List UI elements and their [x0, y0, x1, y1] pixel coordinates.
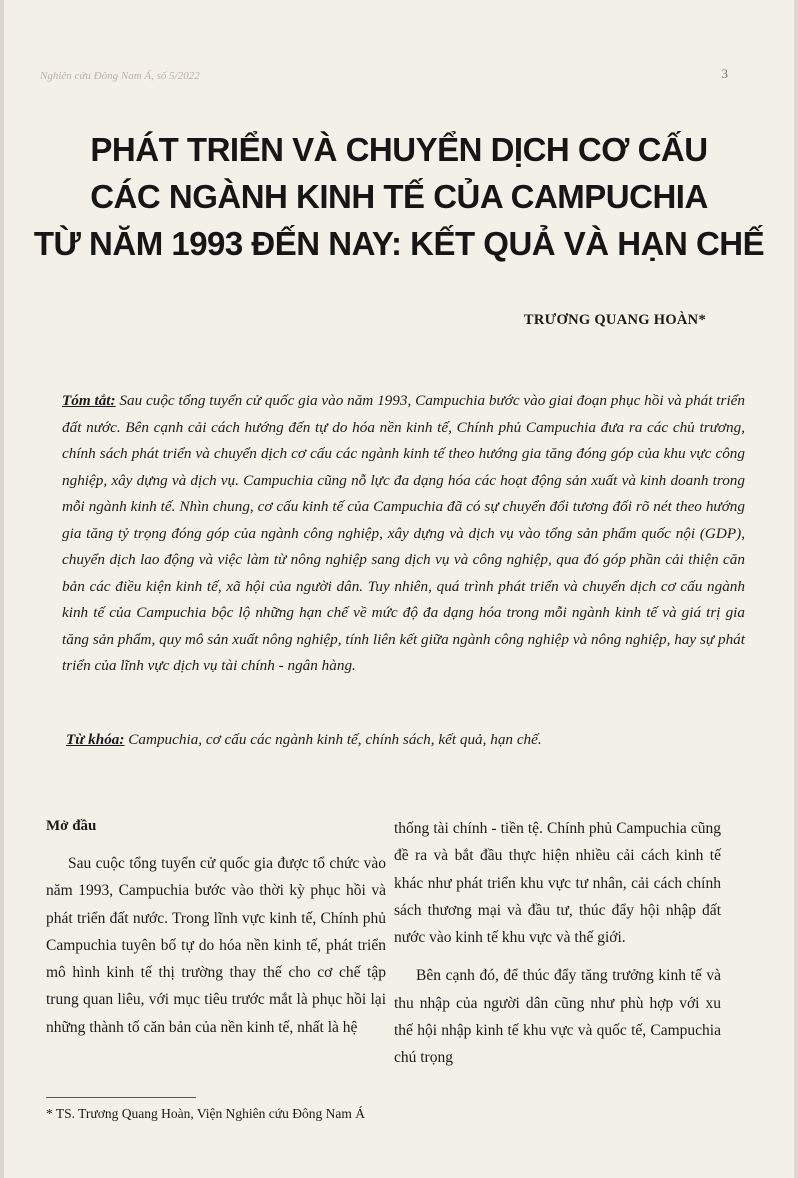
body-column-right [394, 815, 721, 1072]
footnote-divider [46, 1097, 196, 1098]
title-line: TỪ NĂM 1993 ĐẾN NAY: KẾT QUẢ VÀ HẠN CHẾ [33, 225, 765, 262]
title-line: CÁC NGÀNH KINH TẾ CỦA CAMPUCHIA [90, 178, 708, 215]
keywords-text: Campuchia, cơ cấu các ngành kinh tế, chính sách, kết quả, hạn chế. [124, 731, 542, 748]
page-number: 3 [721, 66, 728, 81]
keywords-label: Từ khóa: [66, 731, 125, 748]
paragraph: Bên cạnh đó, để thúc đẩy tăng trưởng kinh tế và thu nhập của người dân cũng như phù hợp với xu thế hội nhập kinh tế khu vực và quốc tế, Campuchia chú trọng [394, 967, 721, 1067]
author-name: TRƯƠNG QUANG HOÀN* [523, 312, 706, 328]
running-header: Nghiên cứu Đông Nam Á, số 5/2022 [40, 70, 200, 82]
article-title [0, 126, 798, 267]
abstract [62, 388, 745, 680]
title-line: PHÁT TRIỂN VÀ CHUYỂN DỊCH CƠ CẤU [90, 131, 708, 168]
paragraph: thống tài chính - tiền tệ. Chính phủ Campuchia cũng đề ra và bắt đầu thực hiện nhiều cải cách kinh tế khác như phát triển khu vực tư nhân, cải cách chính sách thương mại và đầu tư, thúc đẩy hội nhập đất nước vào kinh tế khu vực và thế giới. [394, 820, 721, 947]
abstract-text: Sau cuộc tổng tuyển cử quốc gia vào năm 1993, Campuchia bước vào giai đoạn phục hồi và phát triển đất nước. Bên cạnh cải cách hướng đến tự do hóa nền kinh tế, Chính phủ Campuchia đưa ra các chủ trương, chính sách phát triển và chuyển dịch cơ cấu các ngành kinh tế theo hướng gia tăng đóng góp của khu vực công nghiệp, xây dựng và dịch vụ. Campuchia cũng nỗ lực đa dạng hóa các hoạt động sản xuất và kinh doanh trong mỗi ngành kinh tế. Nhìn chung, cơ cấu kinh tế của Campuchia đã có sự chuyển đổi tương đối rõ nét theo hướng gia tăng tỷ trọng đóng góp của ngành công nghiệp, xây dựng và dịch vụ vào tổng sản phẩm quốc nội (GDP), chuyển dịch lao động và việc làm từ nông nghiệp sang dịch vụ và công nghiệp, qua đó góp phần cải thiện căn bản các điều kiện kinh tế, xã hội của người dân. Tuy nhiên, quá trình phát triển và chuyển dịch cơ cấu ngành kinh tế của Campuchia bộc lộ những hạn chế về mức độ đa dạng hóa trong mỗi ngành kinh tế và giá trị gia tăng sản phẩm, quy mô sản xuất nông nghiệp, tính liên kết giữa ngành công nghiệp và nông nghiệp, hay sự phát triển của lĩnh vực dịch vụ tài chính - ngân hàng. [62, 392, 745, 674]
paragraph: Sau cuộc tổng tuyển cử quốc gia được tổ chức vào năm 1993, Campuchia bước vào thời kỳ phục hồi và phát triển đất nước. Trong lĩnh vực kinh tế, Chính phủ Campuchia tuyên bố tự do hóa nền kinh tế, phát triển mô hình kinh tế thị trường thay thế cho cơ chế tập trung quan liêu, với mục tiêu trước mắt là phục hồi lại những thành tố căn bản của nền kinh tế, nhất là hệ [46, 855, 386, 1036]
body-column-left [46, 850, 386, 1041]
section-heading-intro: Mở đầu [46, 818, 97, 834]
abstract-label: Tóm tắt: [62, 392, 116, 409]
keywords [66, 731, 746, 749]
footnote: * TS. Trương Quang Hoàn, Viện Nghiên cứu Đông Nam Á [46, 1106, 365, 1121]
